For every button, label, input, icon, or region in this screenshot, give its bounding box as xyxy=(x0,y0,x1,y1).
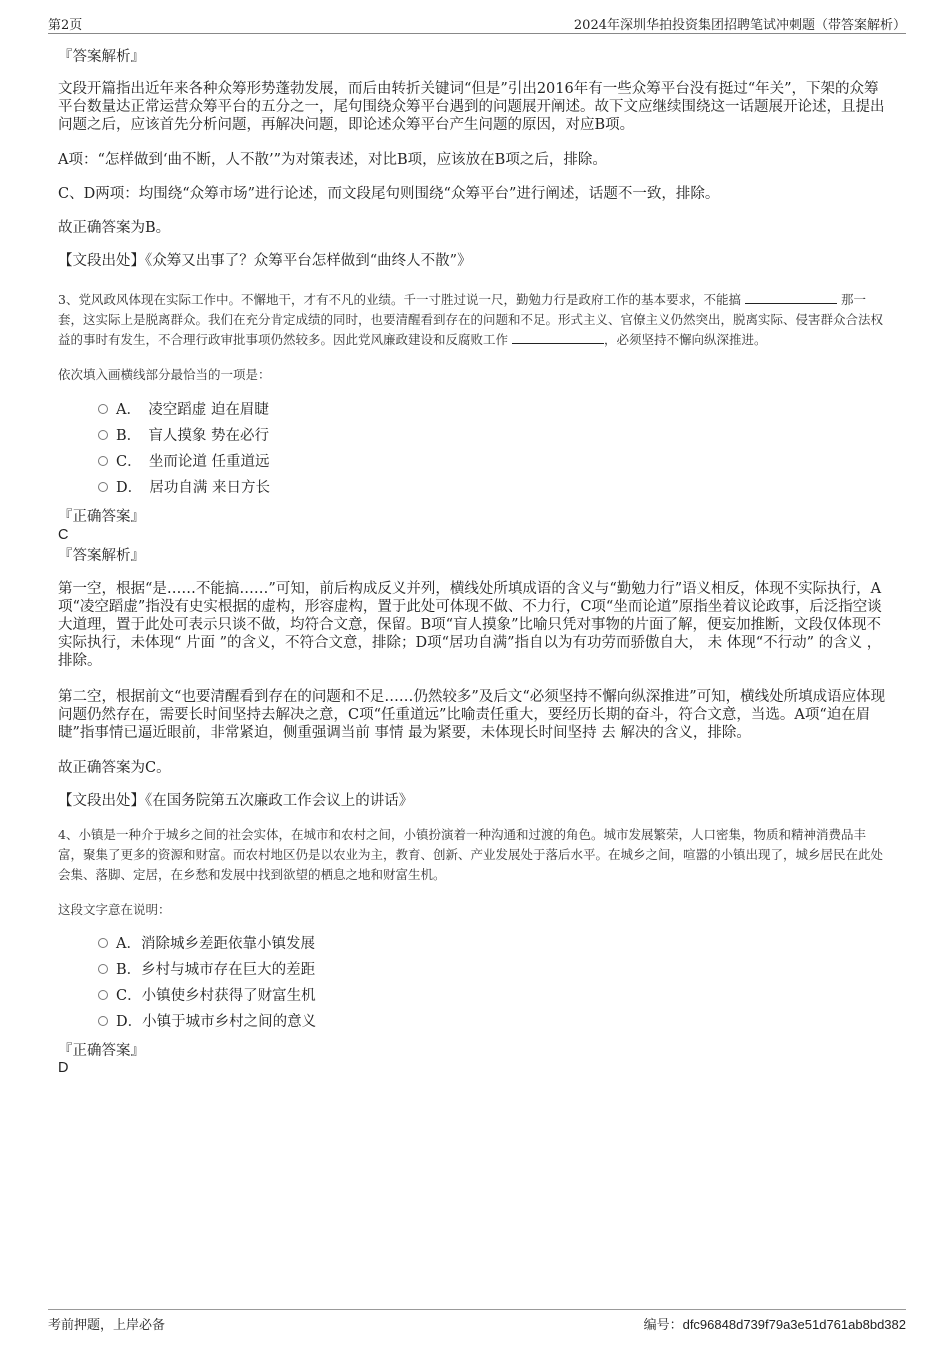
footer-slogan: 考前押题，上岸必备 xyxy=(48,1318,166,1333)
radio-icon[interactable] xyxy=(98,482,108,492)
q3-source: 【文段出处】《在国务院第五次廉政工作会议上的讲话》 xyxy=(58,793,414,809)
q3-option-b[interactable]: B． 盲人摸象 势在必行 xyxy=(98,426,269,446)
q3-prompt: 依次填入画横线部分最恰当的一项是： xyxy=(58,367,271,382)
radio-icon[interactable] xyxy=(98,990,108,1000)
radio-icon[interactable] xyxy=(98,1016,108,1026)
q3-correct-answer: C xyxy=(58,527,69,543)
q3-stem: 3、党风政风体现在实际工作中。不懈地干，才有不凡的业绩。千一寸胜过说一尺，勤勉力行是政府工作的基本要求，不能搞 那一套，这实际上是脱离群众。我们在充分肯定成绩的同时，也要清醒看到存在的问题和不足。形式主义、官僚主义仍然突出，脱离实际、侵害群众合法权益的事时有发生，不合理行政审批事项仍然较多。因此党风廉政建设和反腐败工作 ，必须坚持不懈向纵深推进。 xyxy=(58,292,884,347)
page-number: 第2页 xyxy=(48,18,83,33)
q2-analysis-paragraph-2: A项：“怎样做到‘曲不断，人不散’”为对策表述，对比B项，应该放在B项之后，排除。 xyxy=(58,152,607,168)
radio-icon[interactable] xyxy=(98,430,108,440)
radio-icon[interactable] xyxy=(98,938,108,948)
radio-icon[interactable] xyxy=(98,964,108,974)
q4-option-b[interactable]: B．乡村与城市存在巨大的差距 xyxy=(98,960,315,980)
blank-line xyxy=(512,332,604,344)
q3-answer-statement: 故正确答案为C。 xyxy=(58,760,171,776)
radio-icon[interactable] xyxy=(98,404,108,414)
q4-correct-answer: D xyxy=(58,1060,69,1076)
q2-analysis-paragraph-3: C、D两项：均围绕“众筹市场”进行论述，而文段尾句则围绕“众筹平台”进行阐述，话题不一致，排除。 xyxy=(58,186,720,202)
q4-option-c[interactable]: C．小镇使乡村获得了财富生机 xyxy=(98,986,316,1006)
q4-prompt: 这段文字意在说明： xyxy=(58,902,171,917)
q3-correct-label: 『正确答案』 xyxy=(58,509,145,525)
radio-icon[interactable] xyxy=(98,456,108,466)
q4-option-a[interactable]: A．消除城乡差距依靠小镇发展 xyxy=(98,934,315,954)
q2-analysis-label: 『答案解析』 xyxy=(58,49,145,65)
document-title: 2024年深圳华拍投资集团招聘笔试冲刺题（带答案解析） xyxy=(573,18,906,33)
q2-answer-statement: 故正确答案为B。 xyxy=(58,220,171,236)
q3-option-d[interactable]: D． 居功自满 来日方长 xyxy=(98,478,270,498)
q3-analysis-paragraph-1: 第一空，根据“是……不能搞……”可知，前后构成反义并列，横线处所填成语的含义与“勤勉力行”语义相反，体现不实际执行，A项“凌空蹈虚”指没有史实根据的虚构，形容虚构，置于此处可体现不做、不力行，C项“坐而论道”原指坐着议论政事，后泛指空谈大道理，置于此处可表示只谈不做，均符合文意，保留。B项“盲人摸象”比喻只凭对事物的片面了解，便妄加推断，文段仅体现不实际执行，未体现“ 片面 ”的含义，不符合文意，排除；D项“居功自满”指自以为有功劳而骄傲自大， 未 体现“不行动” 的含义 ，排除。 xyxy=(58,581,882,669)
q3-analysis-paragraph-2: 第二空，根据前文“也要清醒看到存在的问题和不足……仍然较多”及后文“必须坚持不懈向纵深推进”可知，横线处所填成语应体现问题仍然存在，需要长时间坚持去解决之意，C项“任重道远”比喻责任重大，要经历长期的奋斗，符合文意，当选。A项“迫在眉睫”指事情已逼近眼前，非常紧迫，侧重强调当前 事情 最为紧要，未体现长时间坚持 去 解决的含义，排除。 xyxy=(58,689,886,741)
q3-option-a[interactable]: A． 凌空蹈虚 迫在眉睫 xyxy=(98,400,269,420)
blank-line xyxy=(745,292,837,304)
q4-correct-label: 『正确答案』 xyxy=(58,1043,145,1059)
page-header xyxy=(48,14,906,34)
q3-analysis-label: 『答案解析』 xyxy=(58,548,145,564)
page-footer xyxy=(48,1309,906,1333)
document-code: 编号：dfc96848d739f79a3e51d761ab8bd382 xyxy=(643,1317,906,1333)
q3-option-c[interactable]: C． 坐而论道 任重道远 xyxy=(98,452,269,472)
q4-stem: 4、小镇是一种介于城乡之间的社会实体，在城市和农村之间，小镇扮演着一种沟通和过渡的角色。城市发展繁荣，人口密集，物质和精神消费品丰富，聚集了更多的资源和财富。而农村地区仍是以农业为主，教育、创新、产业发展处于落后水平。在城乡之间，喧嚣的小镇出现了，城乡居民在此处会集、落脚、定居，在乡愁和发展中找到欲望的栖息之地和财富生机。 xyxy=(58,827,884,882)
q2-source: 【文段出处】《众筹又出事了？众筹平台怎样做到“曲终人不散”》 xyxy=(58,253,472,269)
q4-option-d[interactable]: D．小镇于城市乡村之间的意义 xyxy=(98,1012,316,1032)
q2-analysis-paragraph-1: 文段开篇指出近年来各种众筹形势蓬勃发展，而后由转折关键词“但是”引出2016年有一些众筹平台没有挺过“年关”，下架的众筹平台数量达正常运营众筹平台的五分之一，尾句围绕众筹平台遇到的问题展开阐述。故下文应继续围绕这一话题展开论述，且提出问题之后，应该首先分析问题，再解决问题，即论述众筹平台产生问题的原因，对应B项。 xyxy=(58,81,885,133)
